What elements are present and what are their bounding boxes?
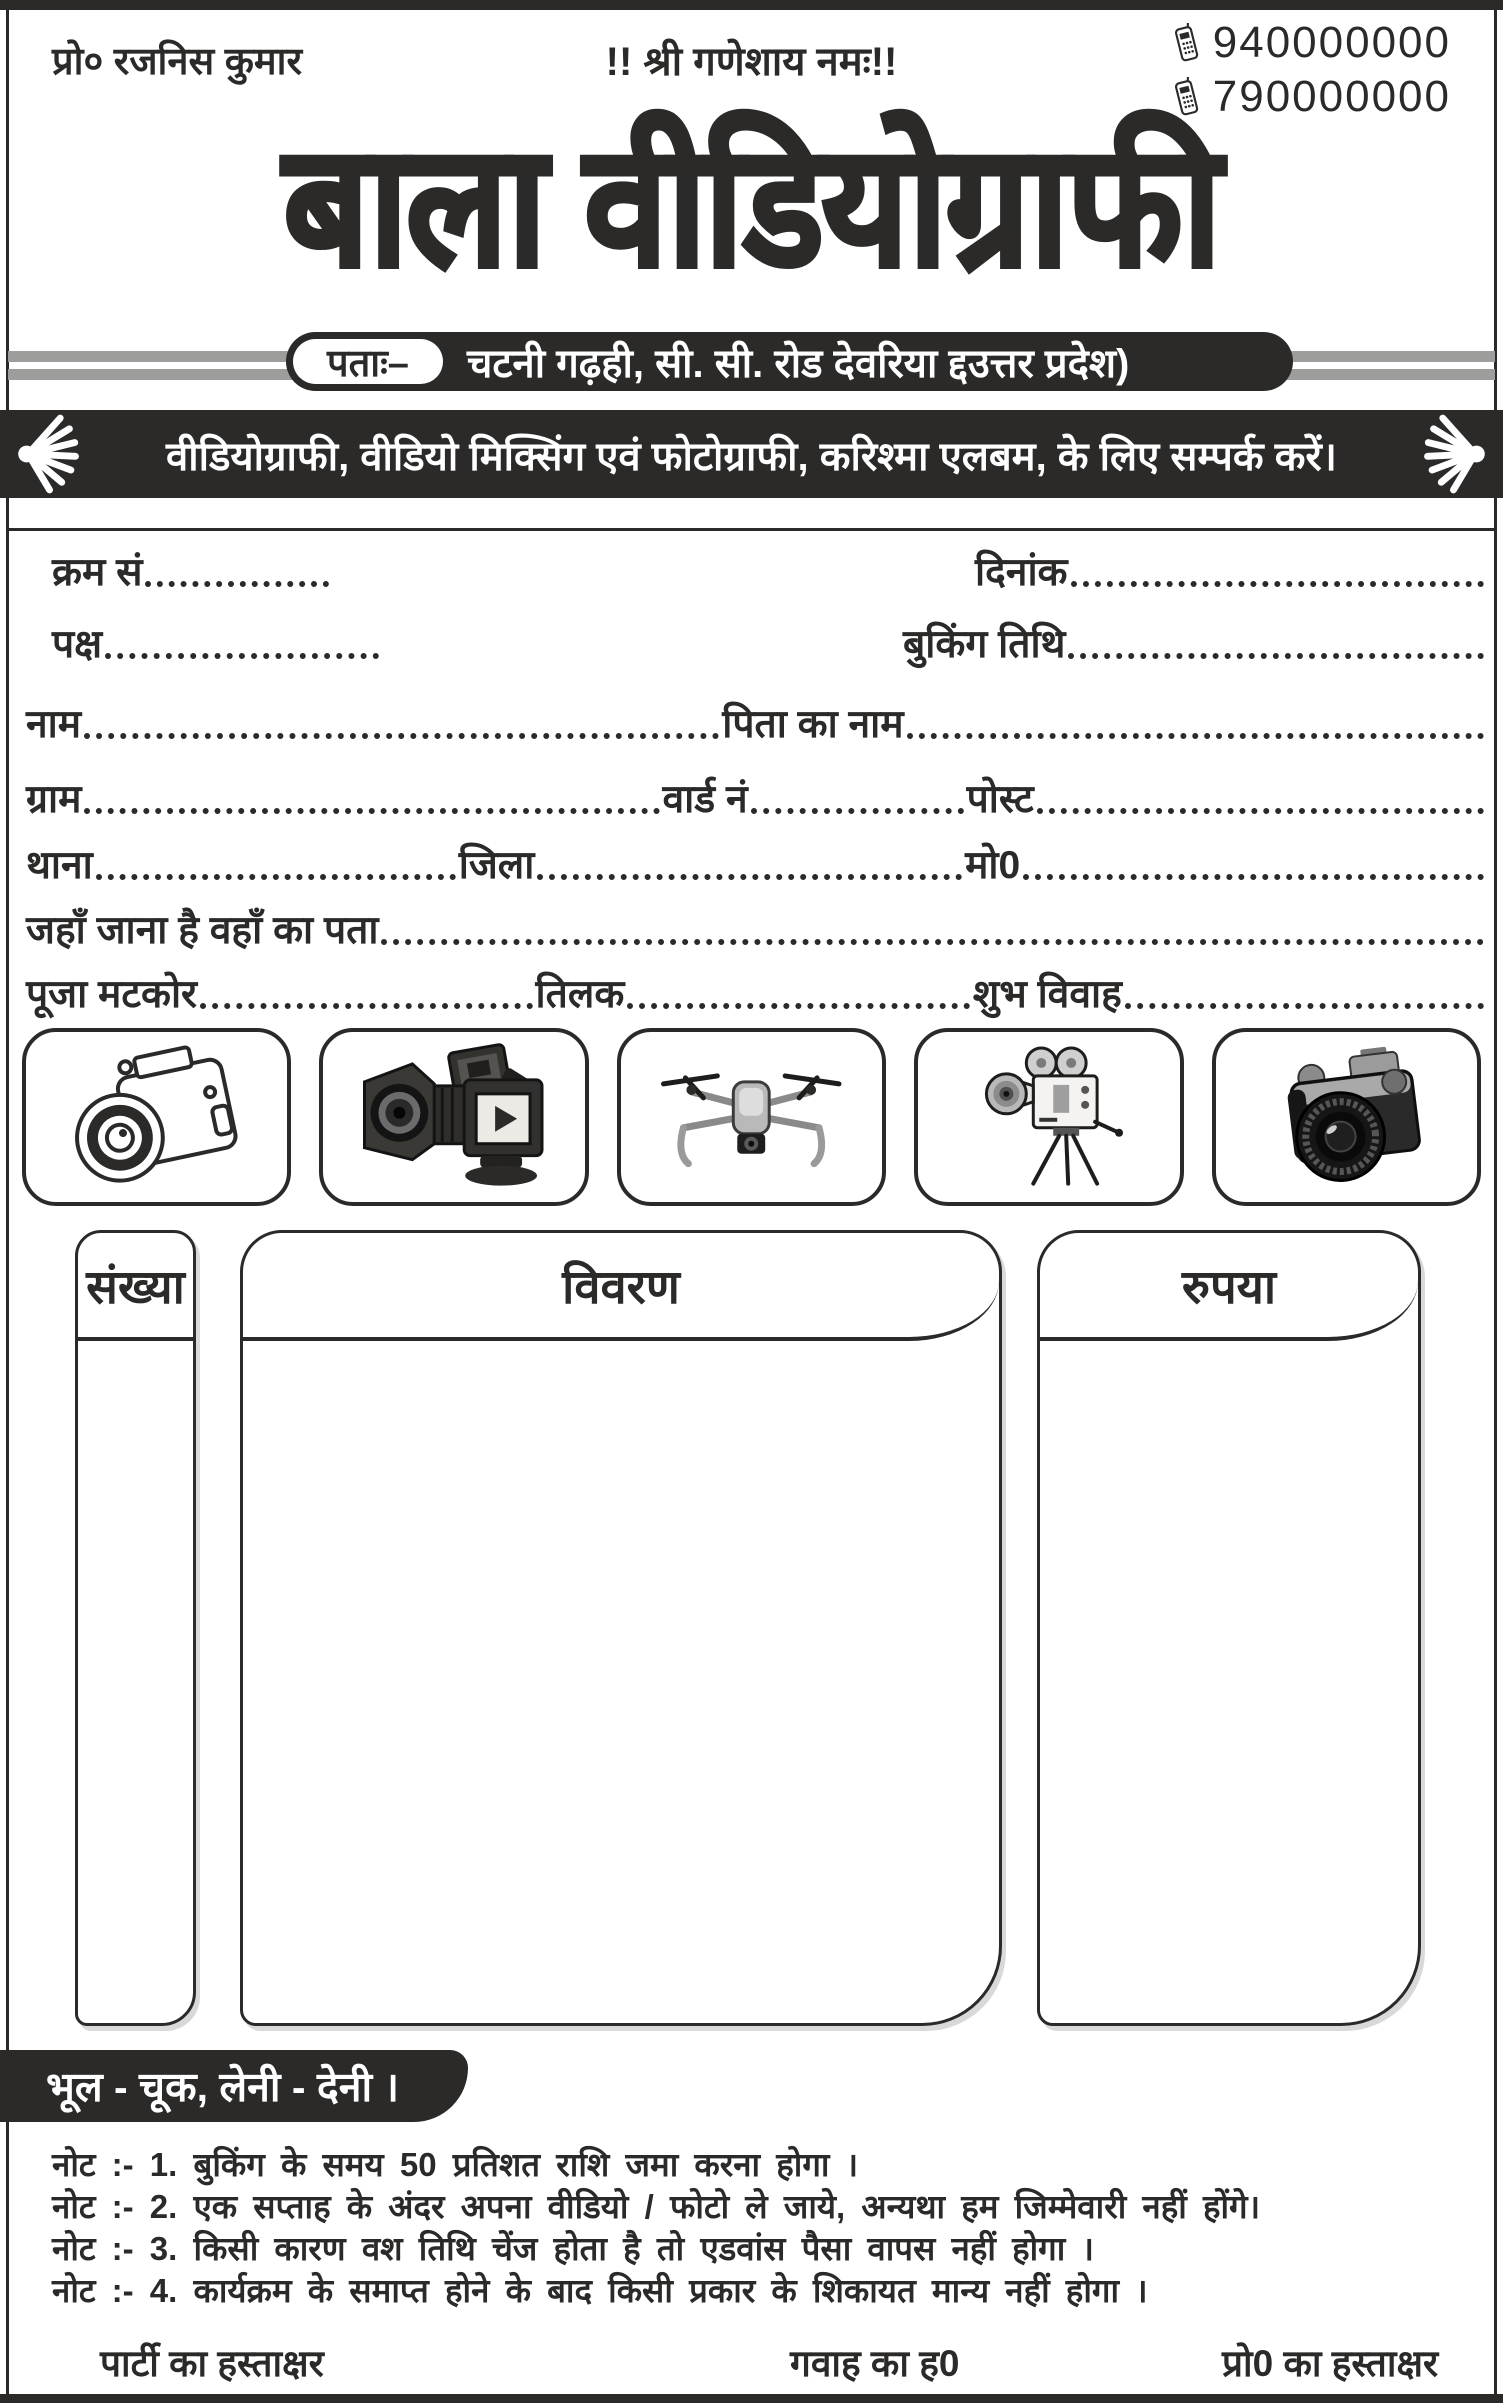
- column-body-amount: [1040, 1341, 1418, 2026]
- invocation-text: !! श्री गणेशाय नमः!!: [605, 40, 898, 84]
- dotted-line: [1037, 808, 1484, 814]
- mobile-label: मो0: [965, 844, 1021, 888]
- field-booking-date: [903, 615, 1487, 667]
- equipment-box-2: [319, 1028, 588, 1206]
- notes-section: [52, 2144, 1453, 2312]
- puja-matkor-label: पूजा मटकोर: [26, 973, 198, 1017]
- fan-ornament-left-icon: [10, 412, 86, 496]
- phone-number-1: 940000000: [1212, 18, 1451, 67]
- phone-row: [1175, 18, 1451, 68]
- field-ceremonies: [26, 965, 1487, 1017]
- field-serial-no: [52, 543, 332, 595]
- table-column-amount: [1037, 1230, 1421, 2026]
- address-text: चटनी गढ़ही, सी. सी. रोड देवरिया द्दउत्तर प्रदेश): [467, 342, 1130, 386]
- dotted-line: [1068, 653, 1484, 659]
- equipment-image-strip: [22, 1028, 1481, 1206]
- services-banner: [0, 410, 1503, 498]
- section-divider: [8, 528, 1495, 531]
- bottom-border-bar: [0, 2394, 1503, 2403]
- address-label: पताः–: [293, 339, 443, 384]
- column-body-description: [243, 1341, 999, 2026]
- dotted-line: [96, 874, 456, 880]
- cine-video-camera-sketch-icon: [334, 1042, 574, 1192]
- police-station-label: थाना: [26, 844, 93, 888]
- field-party: [52, 615, 382, 667]
- party-signature-label: पार्टी का हस्ताक्षर: [100, 2343, 324, 2384]
- name-label: नाम: [26, 703, 82, 747]
- dotted-line: [145, 581, 329, 587]
- serial-label: क्रम सं: [52, 551, 143, 595]
- dotted-line: [1125, 1003, 1484, 1009]
- field-name-father: [26, 695, 1487, 747]
- business-title: बाला वीडियोग्राफी: [283, 111, 1220, 301]
- vintage-film-camera-tripod-icon: [929, 1042, 1169, 1192]
- post-label: पोस्ट: [966, 778, 1034, 822]
- dslr-camera-photo-icon: [1226, 1042, 1466, 1192]
- field-date: [975, 543, 1487, 595]
- equipment-box-3: [617, 1028, 886, 1206]
- column-body-serial: [78, 1341, 193, 2026]
- mobile-phone-icon: [1175, 23, 1199, 63]
- village-label: ग्राम: [26, 778, 82, 822]
- column-header-serial: संख्या: [78, 1233, 193, 1341]
- witness-signature-label: गवाह का ह0: [790, 2343, 960, 2384]
- destination-label: जहाँ जाना है वहाँ का पता: [26, 909, 379, 953]
- dotted-line: [84, 733, 719, 739]
- equipment-box-4: [914, 1028, 1183, 1206]
- dotted-line: [751, 808, 964, 814]
- dotted-line: [105, 653, 379, 659]
- field-village-ward-post: [26, 770, 1487, 822]
- shubh-vivah-label: शुभ विवाह: [972, 973, 1122, 1017]
- note-2: नोट :- 2. एक सप्ताह के अंदर अपना वीडियो / फोटो ले जाये, अन्यथा हम जिम्मेवारी नहीं होंगे।: [52, 2188, 1261, 2225]
- dotted-line: [200, 1003, 533, 1009]
- left-border: [6, 10, 9, 2394]
- dslr-camera-lineart-icon: [36, 1042, 276, 1192]
- services-banner-text: वीडियोग्राफी, वीडियो मिक्सिंग एवं फोटोग्राफी, करिश्मा एलबम, के लिए सम्पर्क करें।: [166, 434, 1337, 479]
- tilak-label: तिलक: [535, 973, 625, 1017]
- drone-quadcopter-icon: [631, 1042, 871, 1192]
- dotted-line: [907, 733, 1484, 739]
- dotted-line: [381, 939, 1484, 945]
- field-thana-district-mobile: [26, 836, 1487, 888]
- date-label: दिनांक: [975, 551, 1068, 595]
- party-label: पक्ष: [52, 623, 103, 667]
- fan-ornament-right-icon: [1417, 412, 1493, 496]
- equipment-box-5: [1212, 1028, 1481, 1206]
- dotted-line: [627, 1003, 970, 1009]
- note-3: नोट :- 3. किसी कारण वश तिथि चेंज होता है तो एडवांस पैसा वापस नहीं होगा ।: [52, 2230, 1094, 2267]
- note-1: नोट :- 1. बुकिंग के समय 50 प्रतिशत राशि जमा करना होगा ।: [52, 2146, 859, 2183]
- dotted-line: [1071, 581, 1484, 587]
- column-header-amount: रुपया: [1040, 1233, 1418, 1341]
- disclaimer-ribbon: भूल - चूक, लेनी - देनी ।: [0, 2050, 468, 2122]
- district-label: जिला: [458, 844, 535, 888]
- phone-number-2: 790000000: [1212, 72, 1451, 121]
- father-name-label: पिता का नाम: [722, 703, 904, 747]
- right-border: [1494, 10, 1497, 2394]
- dotted-line: [1023, 874, 1484, 880]
- column-header-description: विवरण: [243, 1233, 999, 1341]
- proprietor-name: प्रो० रजनिस कुमार: [52, 41, 302, 83]
- dotted-line: [537, 874, 962, 880]
- address-pill: [286, 332, 1293, 391]
- top-border-bar: [0, 0, 1503, 10]
- ward-label: वार्ड नं: [662, 778, 748, 822]
- proprietor-signature-label: प्रो0 का हस्ताक्षर: [1222, 2343, 1439, 2384]
- dotted-line: [84, 808, 659, 814]
- equipment-box-1: [22, 1028, 291, 1206]
- table-column-serial: [75, 1230, 196, 2026]
- table-column-description: [240, 1230, 1002, 2026]
- field-destination: [26, 901, 1487, 953]
- booking-date-label: बुकिंग तिथि: [903, 623, 1066, 667]
- note-4: नोट :- 4. कार्यक्रम के समाप्त होने के बाद किसी प्रकार के शिकायत मान्य नहीं होगा ।: [52, 2272, 1148, 2309]
